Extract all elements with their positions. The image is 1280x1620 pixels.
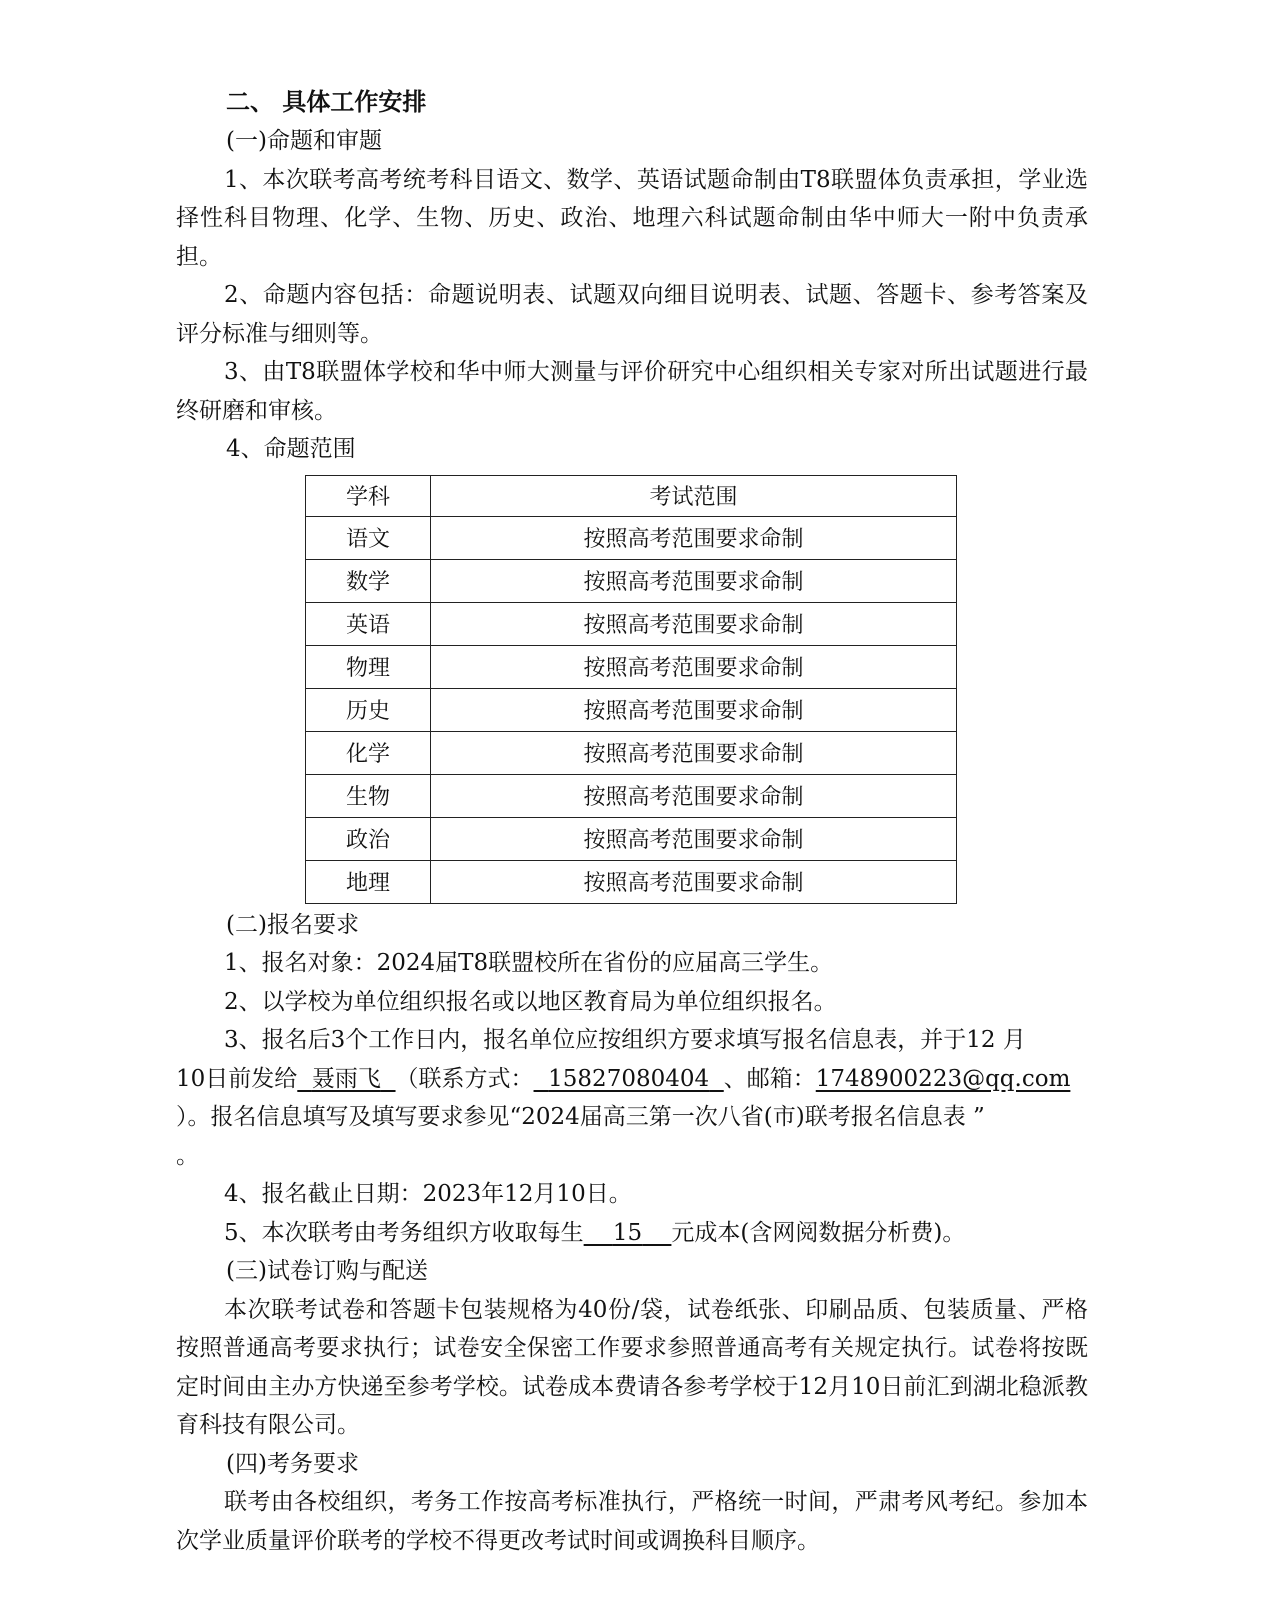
email-label: 、邮箱： — [723, 1065, 816, 1092]
part1-paragraph-1: 1、本次联考高考统考科目语文、数学、英语试题命制由T8联盟体负责承担，学业选择性科目物理、化学、生物、历史、政治、地理六科试题命制由华中师大一附中负责承担。 — [176, 166, 1088, 270]
part4-paragraph-1: 联考由各校组织，考务工作按高考标准执行，严格统一时间，严肃考风考纪。参加本次学业质量评价联考的学校不得更改考试时间或调换科目顺序。 — [176, 1489, 1088, 1554]
table-cell-scope: 按照高考范围要求命制 — [431, 860, 957, 903]
fee-amount: 15 — [612, 1219, 643, 1246]
table-row — [306, 645, 957, 688]
table-row — [306, 602, 957, 645]
table-cell-subject: 物理 — [306, 645, 431, 688]
table-cell-scope: 按照高考范围要求命制 — [431, 774, 957, 817]
part3-title: (三)试卷订购与配送 — [226, 1258, 428, 1284]
part1-title: (一)命题和审题 — [226, 128, 382, 154]
table-cell-scope: 按照高考范围要求命制 — [431, 559, 957, 602]
table-cell-scope: 按照高考范围要求命制 — [431, 516, 957, 559]
contact-method-label: （联系方式： — [395, 1065, 534, 1092]
document-page — [176, 82, 1088, 1560]
part3-paragraph-1: 本次联考试卷和答题卡包装规格为40份/袋，试卷纸张、印刷品质、包装质量、严格按照普通高考要求执行；试卷安全保密工作要求参照普通高考有关规定执行。试卷将按既定时间由主办方快递至参考学校。试卷成本费请各参考学校于12月10日前汇到湖北稳派教育科技有限公司。 — [176, 1296, 1088, 1438]
table-cell-subject: 生物 — [306, 774, 431, 817]
table-cell-subject: 历史 — [306, 688, 431, 731]
exam-scope-table — [305, 475, 957, 904]
table-cell-subject: 政治 — [306, 817, 431, 860]
table-row — [306, 688, 957, 731]
table-cell-scope: 按照高考范围要求命制 — [431, 602, 957, 645]
part1-paragraph-2: 2、命题内容包括：命题说明表、试题双向细目说明表、试题、答题卡、参考答案及评分标准与细则等。 — [176, 282, 1088, 347]
table-header-row — [306, 475, 957, 516]
contact-email: 1748900223@qq.com — [815, 1065, 1071, 1092]
part2-title: (二)报名要求 — [226, 911, 359, 938]
part2-paragraph-4: 4、报名截止日期：2023年12月10日。 — [224, 1181, 632, 1207]
table-cell-scope: 按照高考范围要求命制 — [431, 817, 957, 860]
fee-suffix: 元成本(含网阅数据分析费)。 — [671, 1219, 966, 1246]
table-row — [306, 817, 957, 860]
part2-paragraph-2: 2、以学校为单位组织报名或以地区教育局为单位组织报名。 — [224, 988, 837, 1015]
table-row — [306, 559, 957, 602]
part1-paragraph-4: 4、命题范围 — [226, 436, 356, 462]
table-row — [306, 774, 957, 817]
contact-name: 聂雨飞 — [311, 1065, 381, 1092]
section-title: 二、 具体工作安排 — [226, 87, 427, 116]
send-to-label: 10日前发给 — [176, 1065, 298, 1092]
part2-paragraph-3-line-3: ）。报名信息填写及填写要求参见“2024届高三第一次八省(市)联考报名信息表 ” — [176, 1104, 985, 1130]
table-header-scope: 考试范围 — [431, 475, 957, 516]
part2-paragraph-3-line-2 — [176, 1060, 1088, 1099]
table-cell-subject: 语文 — [306, 516, 431, 559]
table-cell-scope: 按照高考范围要求命制 — [431, 645, 957, 688]
table-row — [306, 731, 957, 774]
table-cell-scope: 按照高考范围要求命制 — [431, 688, 957, 731]
table-row — [306, 516, 957, 559]
part2-paragraph-5 — [176, 1214, 1088, 1253]
fee-label: 5、本次联考由考务组织方收取每生 — [224, 1219, 584, 1246]
table-cell-subject: 英语 — [306, 602, 431, 645]
part2-paragraph-3-line-4: 。 — [176, 1142, 199, 1169]
table-cell-scope: 按照高考范围要求命制 — [431, 731, 957, 774]
part2-paragraph-1: 1、报名对象：2024届T8联盟校所在省份的应届高三学生。 — [224, 950, 834, 976]
table-cell-subject: 数学 — [306, 559, 431, 602]
table-header-subject: 学科 — [306, 475, 431, 516]
table-cell-subject: 化学 — [306, 731, 431, 774]
part1-paragraph-3: 3、由T8联盟体学校和华中师大测量与评价研究中心组织相关专家对所出试题进行最终研磨和审核。 — [176, 359, 1088, 424]
table-cell-subject: 地理 — [306, 860, 431, 903]
contact-phone: 15827080404 — [548, 1065, 710, 1092]
table-row — [306, 860, 957, 903]
part4-title: (四)考务要求 — [226, 1450, 359, 1477]
part2-paragraph-3-line-1: 3、报名后3个工作日内，报名单位应按组织方要求填写报名信息表，并于12 月 — [224, 1027, 1026, 1053]
